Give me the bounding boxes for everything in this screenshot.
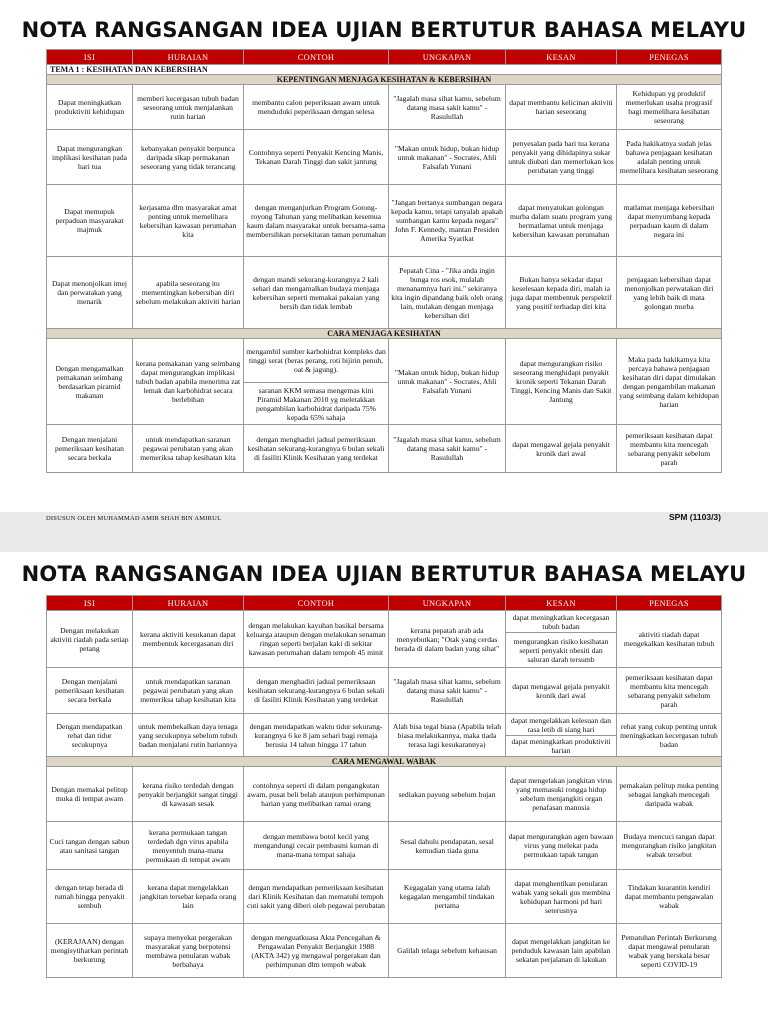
cell-isi: Dapat meningkatkan produktiviti kehidupan — [47, 85, 133, 130]
cell-ungkapan: Pepatah Cina - "Jika anda ingin bunga ros esok, mulalah menanamnya hari ini." sekiranya kita ingin dipandang baik oleh orang lain, mulakan dengan menjaga kebersihan diri — [389, 257, 506, 329]
cell-kesan: dapat membantu kelicinan aktiviti harian seseorang — [506, 85, 617, 130]
cell-penegas: Maka pada hakikatnya kita percaya bahawa penjagaan kesihatan diri dapat dimulakan dengan pengambilan makanan yang seimbang dalam kehidupan harian — [617, 339, 722, 425]
cell-isi: Cuci tangan dengan sabun atau sanitasi tangan — [47, 822, 133, 870]
section-row — [47, 75, 722, 85]
cell-contoh: dengan melakukan kayuhan basikal bersama keluarga ataupun dengan melakukan senaman ringan seperti berjalan kaki di sekitar kawasan perumahan dalam tempoh 45 minit — [244, 611, 389, 668]
theme-title: TEMA 1 : KESIHATAN DAN KEBERSIHAN — [47, 65, 722, 75]
header-contoh: CONTOH — [244, 50, 389, 65]
table-row — [47, 339, 722, 383]
cell-penegas: rehat yang cukup penting untuk meningkatkan kecergasan tubuh badan — [617, 714, 722, 757]
header-ungkapan: UNGKAPAN — [389, 50, 506, 65]
header-penegas: PENEGAS — [617, 596, 722, 611]
theme-row — [47, 65, 722, 75]
cell-huraian: kerjasama dlm masyarakat amat penting untuk memelihara kebersihan kawasan perumahan kita — [133, 185, 244, 257]
cell-contoh: dengan menganjurkan Program Gotong-royong Tahunan yang melibatkan kesemua kaum dalam masyarakat untuk bersama-sama membersihkan persekitaran taman perumahan — [244, 185, 389, 257]
page-title: NOTA RANGSANGAN IDEA UJIAN BERTUTUR BAHASA MELAYU — [21, 562, 747, 586]
cell-contoh: dengan mendapatkan waktu tidur sekurang-kurangnya 6 ke 8 jam sehari bagi remaja berusia 14 tahun hingga 17 tahun — [244, 714, 389, 757]
header-huraian: HURAIAN — [133, 50, 244, 65]
table-row — [47, 185, 722, 257]
cell-huraian: kerana pemakanan yang seimbang dapat mengurangkan implikasi tubuh badan apabila menerima zat lemak dan karbohidrat secara berlebihan — [133, 339, 244, 425]
cell-contoh: dengan menghadiri jadual pemeriksaan kesihatan sekurang-kurangnya 6 bulan sekali di fasiliti Klinik Kesihatan yang terdekat — [244, 425, 389, 473]
header-huraian: HURAIAN — [133, 596, 244, 611]
cell-isi: Dengan mendapatkan rehat dan tidur secukupnya — [47, 714, 133, 757]
cell-penegas: penjagaan kebersihan dapat menonjolkan perwatakan diri yang lebih baik di mata golongan murba — [617, 257, 722, 329]
cell-huraian: kebanyakan penyakit berpunca daripada sikap permakanan seseorang yang tidak terancang — [133, 130, 244, 185]
cell-contoh: contohnya seperti di dalam pengangkutan awam, pusat beli belah ataupun perhimpunan harian yang melibatkan ramai orang — [244, 767, 389, 822]
cell-kesan: Bukan hanya sekadar dapat keselesaan kepada diri, malah ia juga dapat membentuk perspektif yang positif terhadap diri kita — [506, 257, 617, 329]
cell-contoh: Contohnya seperti Penyakit Kencing Manis, Tekanan Darah Tinggi dan sakit jantung — [244, 130, 389, 185]
cell-kesan: dapat mengurangkan agen bawaan virus yang melekat pada permukaan tapak tangan — [506, 822, 617, 870]
cell-ungkapan: "Jangan bertanya sumbangan negara kepada kamu, tetapi tanyalah apakah sumbangan kamu kepada negara" John F. Kennedy, mantan Presiden Amerika Syarikat — [389, 185, 506, 257]
table-row — [47, 870, 722, 924]
cell-kesan: dapat meningkatkan kecergasan tubuh badan — [506, 611, 617, 633]
table-row — [47, 822, 722, 870]
table-row — [47, 85, 722, 130]
cell-huraian: apabila seseorang itu mementingkan kebersihan diri sebelum melakukan aktiviti harian — [133, 257, 244, 329]
cell-huraian: supaya menyekat pergerakan masyarakat yang berpotensi membawa penularan wabak berbahaya — [133, 924, 244, 978]
cell-isi: Dapat menonjolkan imej dan perwatakan yang menarik — [47, 257, 133, 329]
table-row — [47, 668, 722, 714]
cell-ungkapan: "Makan untuk hidup, bukan hidup untuk makanan" - Socrates, Ahli Falsafah Yunani — [389, 339, 506, 425]
cell-kesan: dapat meningkatkan produktiviti harian — [506, 736, 617, 757]
cell-huraian: kerana permukaan tangan terdedah dgn virus apabila menyentuh mana-mana permukaan di tempat awam — [133, 822, 244, 870]
cell-penegas: matlamat menjaga kebersihan dapat menyumbang kepada perpaduan kaum di dalam negara ini — [617, 185, 722, 257]
cell-penegas: pemeriksaan kesihatan dapat membantu kita mencegah sebarang penyakit sebelum parah — [617, 425, 722, 473]
cell-contoh: dengan menghadiri jadual pemeriksaan kesihatan sekurang-kurangnya 6 bulan sekali di fasiliti Klinik Kesihatan yang terdekat — [244, 668, 389, 714]
cell-isi: Dengan menjalani pemeriksaan kesihatan secara berkala — [47, 668, 133, 714]
cell-huraian: kerana aktiviti kesukanan dapat membentuk kecergasanan diri — [133, 611, 244, 668]
cell-contoh: mengambil sumber karbohidrat kompleks dan tinggi serat (beras perang, roti bijirin penuh, oat & jagung). — [244, 339, 389, 383]
cell-isi: (KERAJAAN) dengan mengisytiharkan perintah berkurung — [47, 924, 133, 978]
cell-kesan: mengurangkan risiko kesihatan seperti penyakit obesiti dan saluran darah tersumb — [506, 633, 617, 668]
table-row — [47, 714, 722, 736]
section-row — [47, 757, 722, 767]
cell-penegas: Kehidupan yg produktif memerlukan usaha prograsif bagi memelihara kesihatan seseorang — [617, 85, 722, 130]
cell-ungkapan: "Jagalah masa sihat kamu, sebelum datang masa sakit kamu" - Rasulullah — [389, 425, 506, 473]
document-page-2 — [0, 552, 768, 1024]
cell-penegas: pemakaian pelitup muka penting sebagai langkah mencegah daripada wabak — [617, 767, 722, 822]
header-kesan: KESAN — [506, 596, 617, 611]
header-kesan: KESAN — [506, 50, 617, 65]
cell-contoh: membantu calon peperiksaan awam untuk menduduki peperiksaan dengan selesa — [244, 85, 389, 130]
cell-kesan: dapat menyatukan golongan murba dalam suatu program yang bermatlamat untuk menjaga kebersihan kawasan perumahan — [506, 185, 617, 257]
table-row — [47, 257, 722, 329]
cell-penegas: Budaya mencuci tangan dapat mengurangkan risiko jangkitan wabak tersebut — [617, 822, 722, 870]
cell-ungkapan: Kegagalan yang utama ialah kegagalan mengambil tindakan pertama — [389, 870, 506, 924]
cell-kesan: dapat mengurangkan risiko seseorang menghidapi penyakit kronik seperti Tekanan Darah Tinggi, Kencing Manis dan Sakit Jantung — [506, 339, 617, 425]
header-contoh: CONTOH — [244, 596, 389, 611]
footer-author: DISUSUN OLEH MUHAMMAD AMIR SHAH BIN AMIRUL — [46, 515, 222, 522]
cell-kesan: penyesalan pada hari tua kerana penyakit yang dihidapinya sukar untuk diubati dan memerlukan kos perubatan yang tinggi — [506, 130, 617, 185]
cell-ungkapan: Alah bisa tegal biasa (Apabila telah biasa melakukannya, maka tiada terasa lagi kesukarannya) — [389, 714, 506, 757]
table-row — [47, 767, 722, 822]
cell-ungkapan: kerana pepatah arab ada menyebutkan; "Otak yang cerdas berada di dalam badan yang sihat" — [389, 611, 506, 668]
cell-penegas: Pada hakikatnya sudah jelas bahawa penjagaan kesihatan adalah penting untuk memelihara kesihatan seseorang — [617, 130, 722, 185]
table-row — [47, 924, 722, 978]
cell-kesan: dapat mengelakan jangkitan virus yang memasuki rongga hidup sebelum menjangkiti organ penafasan manusia — [506, 767, 617, 822]
cell-isi: Dapat memupuk perpaduan masyarakat majmuk — [47, 185, 133, 257]
notes-table — [46, 595, 722, 978]
cell-huraian: untuk mendapatkan saranan pegawai perubatan yang akan memeriksa tahap kesihatan kita — [133, 425, 244, 473]
cell-isi: Dengan memakai pelitup muka di tempat awam — [47, 767, 133, 822]
cell-ungkapan: Sesal dahulu pendapatan, sesal kemudian tiada guna — [389, 822, 506, 870]
cell-isi: dengan tetap berada di rumah hingga penyakit sembuh — [47, 870, 133, 924]
cell-ungkapan: Galilah telaga sebelum kehausan — [389, 924, 506, 978]
section-row — [47, 329, 722, 339]
cell-penegas: aktiviti riadah dapat mengekalkan kesihatan tubuh — [617, 611, 722, 668]
cell-contoh: dengan mandi sekurang-kurangnya 2 kali sehari dan mengamalkan budaya menjaga kebersihan seperti memakai pakaian yang bersih dan tidak lembab — [244, 257, 389, 329]
table-row — [47, 611, 722, 633]
cell-kesan: dapat menghentikan penularan wabak yang sekali gus membina kehidupan harmoni pd hari seterusnya — [506, 870, 617, 924]
cell-ungkapan: "Jagalah masa sihat kamu, sebelum datang masa sakit kamu" - Rasulullah — [389, 668, 506, 714]
cell-huraian: kerana dapat mengelakkan jangkitan tersebar kepada orang lain — [133, 870, 244, 924]
cell-penegas: Tindakan kuarantin kendiri dapat membantu pengawalan wabak — [617, 870, 722, 924]
table-row — [47, 130, 722, 185]
section-title: KEPENTINGAN MENJAGA KESIHATAN & KEBERSIHAN — [47, 75, 722, 85]
section-title: CARA MENGAWAL WABAK — [47, 757, 722, 767]
cell-kesan: dapat mengawal gejala penyakit kronik dari awal — [506, 425, 617, 473]
cell-ungkapan: "Jagalah masa sihat kamu, sebelum datang masa sakit kamu" - Rasulullah — [389, 85, 506, 130]
cell-contoh: saranan KKM semasa mengemas kini Piramid Makanan 2010 yg meletakkan pengambilan karbohidrat daripada 75% kepada 65% sahaja — [244, 383, 389, 425]
section-title: CARA MENJAGA KESIHATAN — [47, 329, 722, 339]
cell-kesan: dapat mengelakkan kelesuan dan rasa letih di siang hari — [506, 714, 617, 736]
cell-huraian: untuk membekalkan daya tenaga yang secukupnya sebelum tubuh badan menjalani rutin hariannya — [133, 714, 244, 757]
cell-contoh: dengan menguatkuasa Akta Pencegahan & Pengawalan Penyakit Berjangkit 1988 (AKTA 342) yg mengawal pergerakan dan perhimpunan dlm tempoh wabak — [244, 924, 389, 978]
notes-table — [46, 49, 722, 473]
cell-kesan: dapat mengelakkan jangkitan ke penduduk kawasan lain apabilan sekatan perjalanan di lakukan — [506, 924, 617, 978]
cell-huraian: untuk mendapatkan saranan pegawai perubatan yang akan memeriksa tahap kesihatan kita — [133, 668, 244, 714]
cell-ungkapan: sediakan payung sebelum hujan — [389, 767, 506, 822]
cell-isi: Dapat mengurangkan implikasi kesihatan pada hari tua — [47, 130, 133, 185]
cell-huraian: kerana risiko terdedah dengan penyakit berjangkit sangat tinggi di kawasan sesak — [133, 767, 244, 822]
cell-penegas: Pematuhan Perintah Berkurung dapat mengawal penularan wabak yang berskala besar seperti COVID-19 — [617, 924, 722, 978]
cell-kesan: dapat mengawal gejala penyakit kronik dari awal — [506, 668, 617, 714]
footer-code: SPM (1103/3) — [669, 512, 721, 522]
cell-penegas: pemeriksaan kesihatan dapat membantu kita mencegah sebarang penyakit sebelum parah — [617, 668, 722, 714]
header-ungkapan: UNGKAPAN — [389, 596, 506, 611]
header-isi: ISI — [47, 596, 133, 611]
cell-isi: Dengan mengamalkan pemakanan seimbang berdasarkan piramid makanan — [47, 339, 133, 425]
header-penegas: PENEGAS — [617, 50, 722, 65]
page-title: NOTA RANGSANGAN IDEA UJIAN BERTUTUR BAHASA MELAYU — [21, 18, 747, 42]
table-row — [47, 425, 722, 473]
cell-huraian: memberi kecergasan tubuh badan seseorang untuk menjalankan rutin harian — [133, 85, 244, 130]
header-isi: ISI — [47, 50, 133, 65]
table-header-row — [47, 596, 722, 611]
table-header-row — [47, 50, 722, 65]
cell-contoh: dengan mendapatkan pemeriksaan kesihatan dari Klinik Kesihatan dan mematuhi tempoh cuti sakit yang diberi oleh pegawai perubatan — [244, 870, 389, 924]
cell-contoh: dengan membawa botol kecil yang mengandungi cecair pembasmi kuman di mana-mana tempat sahaja — [244, 822, 389, 870]
cell-isi: Dengan menjalani pemeriksaan kesihatan secara berkala — [47, 425, 133, 473]
cell-isi: Dengan melakukan aktiviti riadah pada setiap petang — [47, 611, 133, 668]
cell-ungkapan: "Makan untuk hidup, bukan hidup untuk makanan" - Socrates, Ahli Falsafah Yunani — [389, 130, 506, 185]
